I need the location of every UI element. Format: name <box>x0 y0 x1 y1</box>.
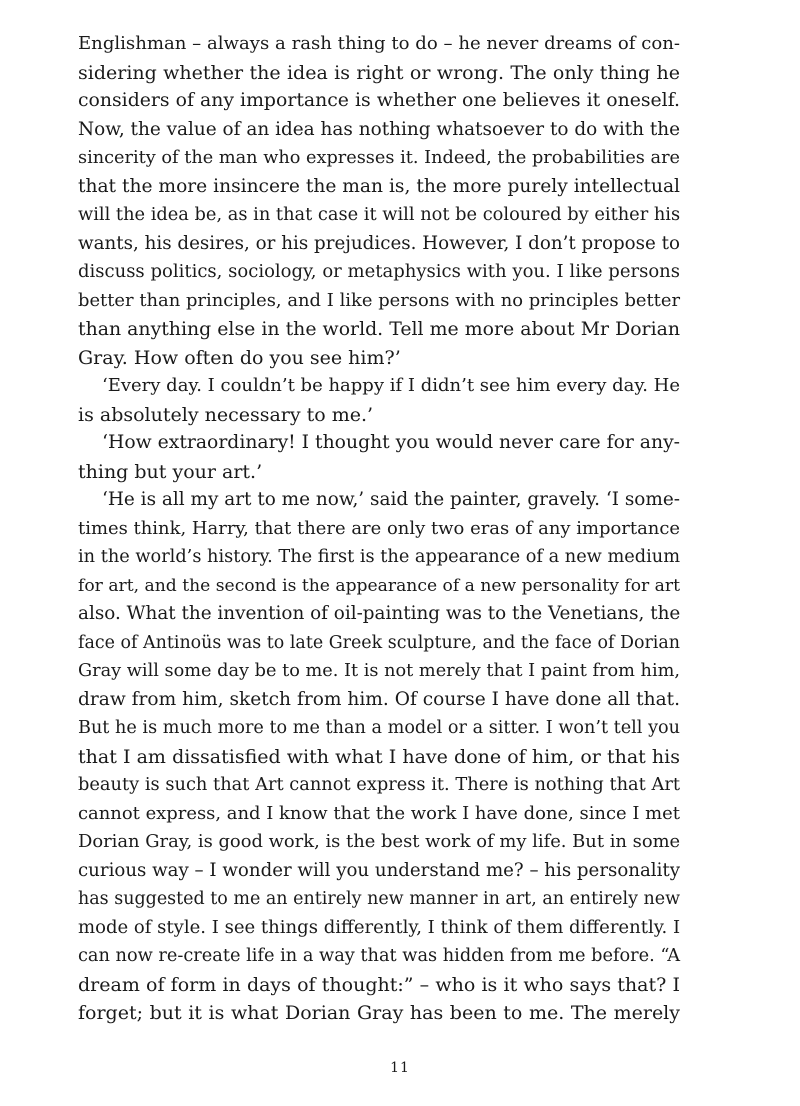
text-line: ‘Every day. I couldn’t be happy if I didn’t see him every day. He <box>102 375 680 396</box>
text-line: in the world’s history. The first is the appearance of a new medium <box>78 547 680 567</box>
text-line: face of Antinoüs was to late Greek sculpture, and the face of Dorian <box>78 632 680 653</box>
text-block <box>78 30 680 1028</box>
text-line: curious way – I wonder will you understand me? – his personality <box>78 859 680 881</box>
text-line: also. What the invention of oil-painting was to the Venetians, the <box>78 603 681 624</box>
text-line: dream of form in days of thought:” – who is it who says that? I <box>78 973 680 996</box>
text-line: considers of any importance is whether one believes it oneself. <box>78 90 680 111</box>
text-line: beauty is such that Art cannot express it. There is nothing that Art <box>78 774 680 795</box>
text-line: draw from him, sketch from him. Of course I have done all that. <box>78 688 680 710</box>
text-line: that the more insincere the man is, the more purely intellectual <box>78 175 680 197</box>
text-line: thing but your art.’ <box>78 460 263 483</box>
text-line: Now, the value of an idea has nothing whatsoever to do with the <box>78 118 681 140</box>
text-line: has suggested to me an entirely new manner in art, an entirely new <box>78 889 681 909</box>
text-line: cannot express, and I know that the work I have done, since I met <box>78 802 680 824</box>
text-line: that I am dissatisfied with what I have done of him, or that his <box>78 745 680 768</box>
text-line: wants, his desires, or his prejudices. However, I don’t propose to <box>78 232 680 254</box>
text-line: better than principles, and I like persons with no principles better <box>78 289 680 311</box>
text-line: Dorian Gray, is good work, is the best work of my life. But in some <box>78 831 681 852</box>
text-line: ‘He is all my art to me now,’ said the painter, gravely. ‘I some- <box>102 489 680 510</box>
text-line: is absolutely necessary to me.’ <box>78 403 374 426</box>
text-line: sincerity of the man who expresses it. Indeed, the probabilities are <box>78 148 680 168</box>
text-line: discuss politics, sociology, or metaphysics with you. I like persons <box>78 261 680 282</box>
text-line: will the idea be, as in that case it will not be coloured by either his <box>78 204 681 225</box>
text-line: mode of style. I see things differently, I think of them differently. I <box>78 916 681 938</box>
text-line: than anything else in the world. Tell me more about Mr Dorian <box>78 318 680 340</box>
text-line: times think, Harry, that there are only two eras of any importance <box>78 517 680 539</box>
text-line: can now re-create life in a way that was hidden from me before. “A <box>78 946 680 966</box>
text-line: forget; but it is what Dorian Gray has been to me. The merely <box>78 1002 680 1024</box>
text-line: for art, and the second is the appearance of a new personality for art <box>78 575 680 596</box>
page-number: 11 <box>390 1060 410 1076</box>
text-line: Gray. How often do you see him?’ <box>78 346 401 369</box>
page-body <box>78 30 680 1028</box>
text-line: ‘How extraordinary! I thought you would never care for any- <box>102 432 681 453</box>
text-line: Englishman – always a rash thing to do – he never dreams of con- <box>78 33 680 54</box>
text-line: Gray will some day be to me. It is not merely that I paint from him, <box>78 661 680 681</box>
text-line: sidering whether the idea is right or wrong. The only thing he <box>78 61 680 84</box>
text-line: But he is much more to me than a model or a sitter. I won’t tell you <box>78 718 680 738</box>
